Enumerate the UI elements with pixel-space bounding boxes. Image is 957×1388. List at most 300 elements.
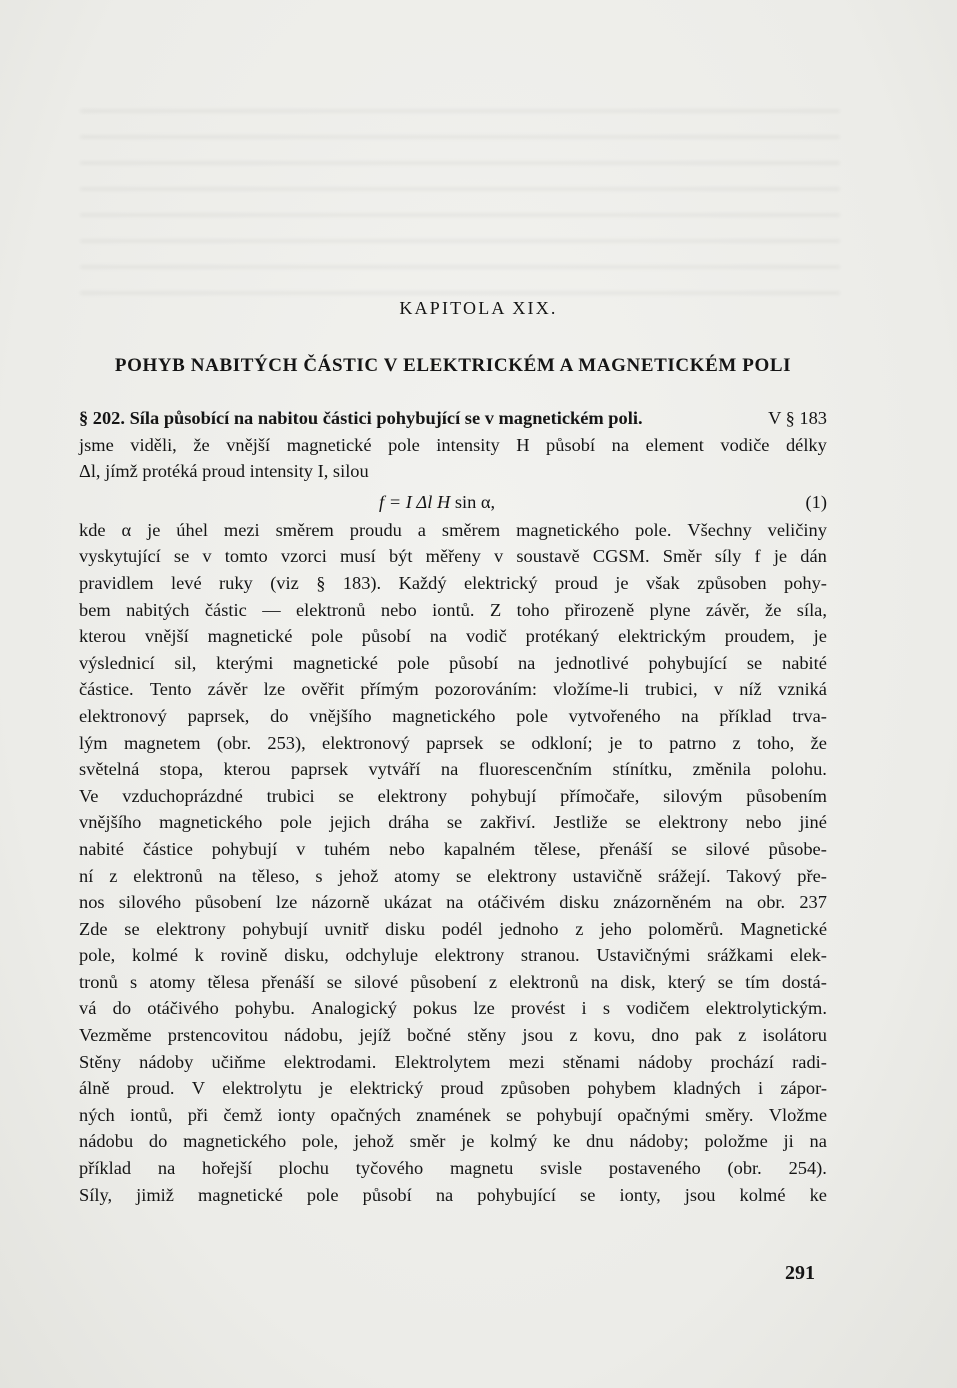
word: nebo [745, 812, 782, 833]
word: přímým [360, 679, 419, 700]
word: ionty, [619, 1184, 661, 1205]
word: srážejí. [657, 865, 711, 886]
word: elektrony [487, 865, 557, 886]
word: tronů [79, 971, 118, 992]
word: kladných [673, 1078, 741, 1099]
word: álně [79, 1078, 110, 1099]
word: otáčivém [477, 892, 546, 913]
word: s [602, 998, 611, 1019]
word: magnetu [449, 1158, 514, 1179]
word: vá [79, 998, 97, 1019]
word: z [488, 971, 498, 992]
word: postaveného [608, 1158, 701, 1179]
page-number: 291 [785, 1262, 815, 1284]
word: kterou [79, 626, 126, 647]
formula-function: sin α, [454, 491, 496, 512]
word: (obr. [216, 732, 252, 753]
word: pohy- [784, 572, 827, 593]
text-line-fragment: V § 183 [768, 408, 827, 428]
word: nebo [389, 838, 425, 859]
word: jejíž [359, 1025, 391, 1046]
body-text [79, 405, 827, 1208]
text-line [79, 458, 827, 485]
word: ukázat [383, 892, 432, 913]
word: opačných [330, 1104, 401, 1125]
word: kterou [223, 759, 271, 780]
word: síly [714, 546, 742, 567]
word: svisle [540, 1158, 583, 1179]
word: lze [275, 892, 298, 913]
word: polohu. [771, 759, 827, 780]
word: stěnami [562, 1051, 620, 1072]
word: jehož [338, 865, 379, 886]
word: nádobu, [284, 1025, 343, 1046]
word: sil, [174, 652, 197, 673]
word: stěny [467, 1025, 507, 1046]
word: pole [280, 812, 312, 833]
word: světelná [79, 759, 140, 780]
word: je [319, 1078, 333, 1099]
word: pře- [797, 865, 827, 886]
text-line [79, 995, 827, 1022]
word: odkloní; [531, 732, 593, 753]
word: elektrodami. [283, 1051, 377, 1072]
word: tím [745, 971, 770, 992]
word: srážkami [707, 945, 774, 966]
word: působí [546, 434, 596, 455]
word: kolmé [739, 1184, 786, 1205]
word: i [581, 998, 587, 1019]
word: že [765, 599, 782, 620]
text-line [79, 517, 827, 544]
word: je [147, 519, 161, 540]
word: ionty [277, 1104, 316, 1125]
word: směry. [705, 1104, 754, 1125]
word: Ustavičnými [596, 945, 691, 966]
word: že [193, 434, 210, 455]
word: jehož [354, 1131, 394, 1152]
text-line [79, 676, 827, 703]
word: vnějšího [79, 812, 142, 833]
word: nabité [79, 838, 124, 859]
word: že [810, 732, 827, 753]
word: způsoben [500, 1078, 571, 1099]
word: elektrický [463, 572, 538, 593]
word: stopa, [159, 759, 204, 780]
word: znázorněném [613, 892, 712, 913]
word: disku [559, 892, 600, 913]
word: pohybují [470, 785, 537, 806]
text-line [79, 432, 827, 459]
word: úhel [176, 519, 208, 540]
word: vodičem [626, 998, 690, 1019]
word: na [446, 892, 464, 913]
word: ji [783, 1131, 794, 1152]
word: disk, [620, 971, 656, 992]
word: Ve [79, 785, 99, 806]
word: se [671, 838, 687, 859]
word: působením [746, 785, 827, 806]
word: pole [311, 626, 343, 647]
text-line [79, 405, 827, 432]
word: nádobu [79, 1131, 134, 1152]
word: (viz [270, 572, 299, 593]
word: Směr [662, 546, 702, 567]
word: magnetického [159, 812, 263, 833]
word: elektrony [658, 812, 728, 833]
text-line [79, 1075, 827, 1102]
word: dnu [586, 1131, 614, 1152]
word: přenáší [261, 971, 315, 992]
word: vytváří [368, 759, 421, 780]
word: hořejší [202, 1158, 253, 1179]
word: jeho [600, 918, 632, 939]
word: se [580, 1184, 596, 1205]
word: na [611, 434, 630, 455]
word: se [326, 971, 343, 992]
word: pohybují [211, 838, 278, 859]
word: se [456, 865, 472, 886]
word: elektrolytickým. [705, 998, 827, 1019]
word: elektronový [79, 705, 167, 726]
word: jsme [79, 434, 114, 455]
word: ověřit [301, 679, 345, 700]
word: magnetického [516, 519, 620, 540]
word: V [191, 1078, 205, 1099]
word: elektrony [377, 785, 448, 806]
word: vnější [226, 434, 271, 455]
text-line [79, 1182, 827, 1209]
word: protékaný [525, 626, 600, 647]
word: se [717, 971, 734, 992]
word: tomto [224, 546, 268, 567]
formula-row [79, 487, 827, 517]
word: nádoby [139, 1051, 194, 1072]
word: Analogický [311, 998, 397, 1019]
word: Každý [398, 572, 447, 593]
text-line [79, 597, 827, 624]
word: směrem [441, 519, 501, 540]
word: do [148, 1131, 168, 1152]
word: síla, [796, 599, 827, 620]
word: Takový [726, 865, 782, 886]
word: isolátoru [762, 1025, 827, 1046]
word: pohybující [477, 1184, 556, 1205]
word: Jestliže [553, 812, 608, 833]
word: být [388, 546, 413, 567]
word: částic [204, 599, 247, 620]
word: α [121, 519, 132, 540]
word: obr. [757, 892, 786, 913]
word: 183). [342, 572, 382, 593]
text-line [79, 889, 827, 916]
word: tuhém [324, 838, 371, 859]
word: působí [449, 652, 499, 673]
word: 254). [788, 1158, 827, 1179]
bleed-through-shadow [80, 110, 840, 300]
word: dno [651, 1025, 679, 1046]
word: pole, [79, 945, 116, 966]
word: závěr [207, 679, 248, 700]
word: Všechny [687, 519, 752, 540]
text-line [79, 809, 827, 836]
word: podél [441, 918, 483, 939]
word: vzniká [777, 679, 827, 700]
word: elektronů [509, 971, 579, 992]
word: intensity [436, 434, 500, 455]
word: nabitých [126, 599, 190, 620]
word: proud. [126, 1078, 175, 1099]
word: prstencovitou [167, 1025, 268, 1046]
text-line [79, 836, 827, 863]
word: směr [409, 1131, 446, 1152]
word: kovu, [593, 1025, 636, 1046]
word: při [187, 1104, 209, 1125]
word: působení [410, 971, 477, 992]
word: Vložme [768, 1104, 827, 1125]
word: Elektrolytem [394, 1051, 491, 1072]
word: ke [809, 1184, 827, 1205]
word: v [202, 546, 212, 567]
word: poloměrů. [648, 918, 724, 939]
word: je [813, 626, 827, 647]
text-line [79, 543, 827, 570]
paragraph [79, 517, 827, 1208]
word: přenáší [599, 838, 653, 859]
word: vnějšího [309, 705, 372, 726]
word: pohybují [242, 918, 308, 939]
word: magnetické [293, 652, 378, 673]
text-line [79, 703, 827, 730]
word: levé [170, 572, 202, 593]
word: na [590, 971, 609, 992]
word: změnila [692, 759, 751, 780]
word: se [124, 918, 140, 939]
word: kde [79, 519, 106, 540]
word: vodiče [720, 434, 770, 455]
text-line [79, 969, 827, 996]
word: na [440, 759, 459, 780]
word: závěr, [705, 599, 750, 620]
word: to [638, 732, 653, 753]
word: z [732, 732, 741, 753]
word: nebo [380, 599, 417, 620]
word: silového [118, 892, 182, 913]
text-line [79, 1102, 827, 1129]
word: se [338, 785, 354, 806]
word: se [446, 812, 463, 833]
word: trva- [792, 705, 827, 726]
word: plyne [649, 599, 691, 620]
word: působení [195, 892, 262, 913]
word: dráha [388, 812, 430, 833]
formula-expression: f = I Δl H [379, 491, 451, 512]
word: Vezměme [79, 1025, 152, 1046]
word: vzduchoprázdné [122, 785, 243, 806]
word: prochází [710, 1051, 774, 1072]
word: uvnitř [324, 918, 369, 939]
word: působí [361, 626, 411, 647]
word: vzorci [280, 546, 327, 567]
word: z [575, 918, 584, 939]
word: jimiž [136, 1184, 174, 1205]
word: magnetického [392, 705, 496, 726]
word: mezi [223, 519, 260, 540]
word: musí [340, 546, 376, 567]
text-line [79, 1155, 827, 1182]
text-line [79, 942, 827, 969]
word: bem [79, 599, 111, 620]
word: kolmý [490, 1131, 538, 1152]
word: disku [385, 918, 426, 939]
word: se [506, 1104, 522, 1125]
word: elektronů [133, 865, 203, 886]
word: paprsek [290, 759, 349, 780]
word: jednotlivé [555, 652, 629, 673]
word: Zde [79, 918, 108, 939]
word: pohybují [536, 1104, 603, 1125]
word: na [218, 865, 237, 886]
text-line [79, 756, 827, 783]
word: pole, [301, 1131, 339, 1152]
word: tyčového [355, 1158, 424, 1179]
word: na [681, 705, 699, 726]
word: jsou [684, 1184, 716, 1205]
word: pohybu. [235, 998, 295, 1019]
word: f [754, 546, 761, 567]
word: vytvořeného [568, 705, 661, 726]
word: pokus [413, 998, 458, 1019]
text-line [79, 1049, 827, 1076]
word: disku, [284, 945, 329, 966]
word: lze [263, 679, 286, 700]
word: níž [739, 679, 762, 700]
word: magnetické [207, 626, 293, 647]
word: iontů. [432, 599, 475, 620]
text-line [79, 623, 827, 650]
word: tělesa [207, 971, 250, 992]
word: viděli, [130, 434, 177, 455]
word: elektrony [156, 918, 226, 939]
word: elektrolytu [222, 1078, 302, 1099]
word: nos [79, 892, 105, 913]
word: bočné [407, 1025, 452, 1046]
word: stranou. [520, 945, 580, 966]
word: proud [440, 1078, 484, 1099]
word: a [417, 519, 426, 540]
word: opačnými [617, 1104, 690, 1125]
word: pole [306, 1184, 339, 1205]
word: iontů, [130, 1104, 173, 1125]
word: položme [704, 1131, 768, 1152]
word: v [713, 679, 724, 700]
word: patrno [669, 732, 717, 753]
word: stínítku, [612, 759, 673, 780]
word: tělese, [534, 838, 581, 859]
word: nabité [782, 652, 827, 673]
word: nádoby; [629, 1131, 689, 1152]
word: silovým [663, 785, 723, 806]
word: 237 [799, 892, 827, 913]
word: délky [785, 434, 827, 455]
word: silové [705, 838, 750, 859]
word: Síly, [79, 1184, 113, 1205]
word: Stěny [79, 1051, 121, 1072]
word: zakřiví. [479, 812, 536, 833]
word: veličiny [767, 519, 827, 540]
word: ní [79, 865, 94, 886]
word: dostá- [781, 971, 827, 992]
word: vodič [465, 626, 507, 647]
word: jsou [522, 1025, 554, 1046]
word: pak [695, 1025, 722, 1046]
word: na [725, 892, 743, 913]
text-line [79, 650, 827, 677]
word: proud [554, 572, 598, 593]
text-line [79, 783, 827, 810]
word: těleso, [251, 865, 300, 886]
word: otáčivého [147, 998, 219, 1019]
word: elektronů [296, 599, 366, 620]
word: pravidlem [79, 572, 154, 593]
word: ustavičně [572, 865, 643, 886]
word: ke [552, 1131, 571, 1152]
word: toho [516, 599, 550, 620]
word: přímočaře, [560, 785, 640, 806]
word: odchyluje [345, 945, 418, 966]
word: fluorescenčním [478, 759, 593, 780]
word: se [746, 652, 763, 673]
word: částice [142, 838, 193, 859]
equation-number: (1) [805, 491, 827, 512]
word: jejich [329, 812, 371, 833]
word: proudu [349, 519, 402, 540]
word: plochu [278, 1158, 329, 1179]
word: příklad [719, 705, 772, 726]
word: je [773, 546, 788, 567]
word: kapalném [443, 838, 516, 859]
word: lým [79, 732, 108, 753]
word: element [645, 434, 704, 455]
word: atomy [149, 971, 196, 992]
word: soustavě [516, 546, 580, 567]
word: je [608, 732, 623, 753]
word: elektrický [349, 1078, 424, 1099]
word: se [625, 812, 641, 833]
chapter-title: POHYB NABITÝCH ČÁSTIC V ELEKTRICKÉM A MAGNETICKÉM POLI [114, 355, 792, 376]
word: elektrony [434, 945, 505, 966]
formula [379, 489, 495, 516]
word: působí [362, 1184, 412, 1205]
word: do [112, 998, 132, 1019]
word: na [157, 1158, 176, 1179]
word: k [194, 945, 204, 966]
word: částice. [79, 679, 134, 700]
word: v [296, 838, 306, 859]
word: § [316, 572, 326, 593]
word: provést [511, 998, 566, 1019]
word: z [109, 865, 118, 886]
word: elek- [790, 945, 827, 966]
word: mezi [508, 1051, 545, 1072]
word: do [270, 705, 289, 726]
word: ných [79, 1104, 115, 1125]
word: Tento [149, 679, 192, 700]
word: pozorováním: [434, 679, 538, 700]
word: vložíme-li [553, 679, 629, 700]
word: Magnetické [740, 918, 827, 939]
word: příklad [79, 1158, 132, 1179]
